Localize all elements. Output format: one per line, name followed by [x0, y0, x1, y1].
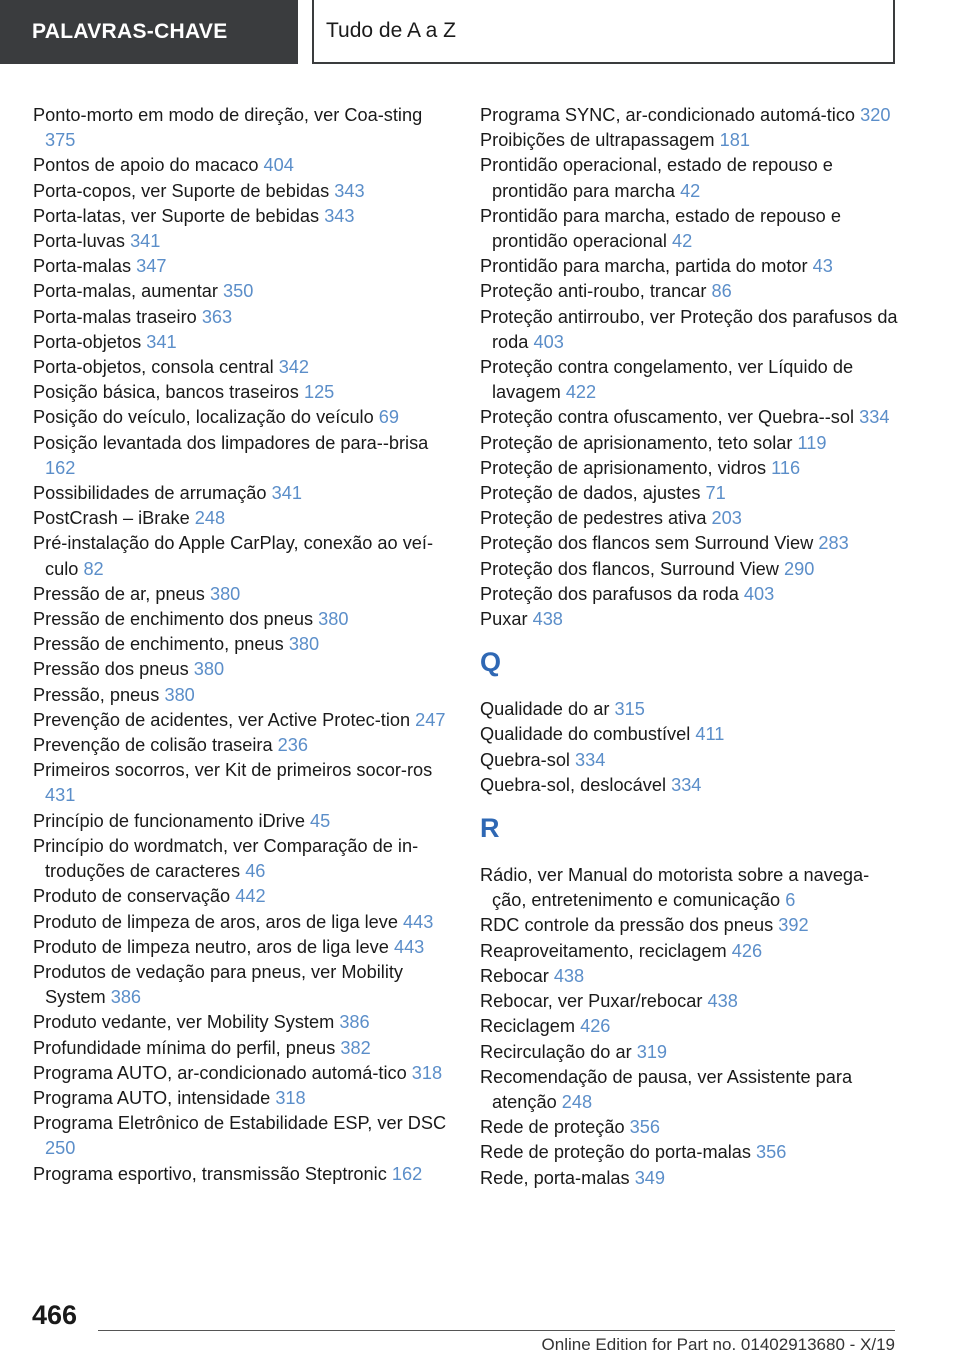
entry-term: Pressão, pneus — [33, 684, 160, 705]
entry-term: Profundidade mínima do perfil, pneus — [33, 1037, 336, 1058]
page-reference-link[interactable]: 45 — [310, 810, 331, 831]
index-entry — [480, 964, 900, 989]
page-reference-link[interactable]: 382 — [340, 1037, 371, 1058]
page-reference-link[interactable]: 116 — [771, 457, 801, 478]
entry-term: Puxar — [480, 609, 528, 630]
page-reference-link[interactable]: 318 — [411, 1062, 443, 1083]
index-entry — [33, 733, 451, 758]
page-reference-link[interactable]: 356 — [756, 1142, 787, 1163]
index-entry — [33, 1010, 451, 1035]
page-reference-link[interactable]: 343 — [334, 180, 365, 201]
entry-term: Proteção de pedestres ativa — [480, 508, 707, 529]
entry-term: Rede de proteção do porta-malas — [480, 1142, 751, 1163]
entry-term: Recomendação de pausa, ver Assistente para atenção — [480, 1066, 853, 1112]
index-entry — [33, 632, 451, 657]
index-entry — [480, 1166, 900, 1191]
index-entry — [33, 1111, 451, 1161]
section-letter-r: R — [480, 813, 500, 844]
entry-term: Rede de proteção — [480, 1117, 625, 1138]
index-entry — [33, 582, 451, 607]
entry-term: Primeiros socorros, ver Kit de primeiros socor-ros — [33, 760, 433, 781]
page-reference-link[interactable]: 283 — [818, 533, 849, 554]
page-reference-link[interactable]: 375 — [45, 130, 76, 151]
entry-term: Programa AUTO, intensidade — [33, 1087, 271, 1108]
index-entry — [33, 229, 451, 254]
page-reference-link[interactable]: 162 — [391, 1163, 423, 1184]
entry-term: Programa SYNC, ar-condicionado automá-tico — [480, 105, 856, 125]
page-reference-link[interactable]: 403 — [533, 331, 564, 352]
index-entry — [33, 1036, 451, 1061]
entry-term: Produtos de vedação para pneus, ver Mobility System — [33, 961, 404, 1008]
page-reference-link[interactable]: 318 — [275, 1087, 306, 1108]
page-reference-link[interactable]: 431 — [45, 785, 76, 806]
index-entry — [480, 863, 900, 913]
section-letter-q: Q — [480, 647, 502, 678]
page-reference-link[interactable]: 380 — [164, 684, 195, 705]
page-reference-link[interactable]: 46 — [245, 861, 266, 882]
page-reference-link[interactable]: 426 — [731, 940, 763, 961]
page-reference-link[interactable]: 438 — [532, 609, 563, 630]
page-reference-link[interactable]: 438 — [553, 965, 585, 986]
entry-term: Porta-latas, ver Suporte de bebidas — [33, 205, 320, 226]
index-entry — [33, 279, 451, 304]
index-entry — [480, 582, 900, 607]
entry-term: Reaproveitamento, reciclagem — [480, 940, 727, 961]
page-reference-link[interactable]: 392 — [778, 915, 809, 936]
page-reference-link[interactable]: 162 — [45, 457, 76, 478]
page-reference-link[interactable]: 363 — [201, 306, 233, 327]
page-reference-link[interactable]: 334 — [671, 774, 702, 795]
page-reference-link[interactable]: 341 — [271, 483, 302, 504]
index-entry — [480, 431, 900, 456]
entry-term: Proteção antirroubo, ver Proteção dos parafusos da roda — [480, 306, 898, 352]
entry-term: Pressão de ar, pneus — [33, 583, 205, 604]
page-reference-link[interactable]: 319 — [636, 1041, 668, 1062]
entry-term: Rede, porta-malas — [480, 1167, 630, 1188]
index-entry — [33, 355, 451, 380]
index-column-left — [33, 103, 451, 1187]
page-reference-link[interactable]: 380 — [209, 583, 241, 604]
page-reference-link[interactable]: 347 — [136, 256, 167, 277]
index-entry — [33, 531, 451, 581]
page-reference-link[interactable]: 334 — [575, 749, 606, 770]
index-entry — [33, 330, 451, 355]
page-reference-link[interactable]: 42 — [672, 231, 693, 252]
index-entry — [480, 204, 900, 254]
page-reference-link[interactable]: 380 — [193, 659, 225, 680]
page-reference-link[interactable]: 69 — [378, 407, 400, 428]
index-entry — [480, 1040, 900, 1065]
page-reference-link[interactable]: 341 — [146, 331, 177, 352]
entry-term: Porta-malas — [33, 256, 132, 277]
page-reference-link[interactable]: 290 — [783, 558, 815, 579]
index-entry — [480, 1140, 900, 1165]
entry-term: Prontidão para marcha, estado de repouso e prontidão operacional — [480, 205, 841, 252]
entry-term: Programa AUTO, ar-condicionado automá-tico — [33, 1062, 407, 1083]
entry-term: Qualidade do combustível — [480, 724, 691, 745]
page-reference-link[interactable]: 315 — [614, 699, 645, 720]
entry-term: PostCrash – iBrake — [33, 508, 190, 529]
index-entry — [33, 481, 451, 506]
entry-term: Pressão dos pneus — [33, 659, 189, 680]
index-entry — [480, 557, 900, 582]
index-entry — [33, 910, 451, 935]
page-reference-link[interactable]: 43 — [812, 256, 833, 277]
page-reference-link[interactable]: 125 — [303, 382, 335, 403]
page-reference-link[interactable]: 356 — [629, 1117, 661, 1138]
entry-term: Pressão de enchimento, pneus — [33, 634, 284, 655]
index-entry — [33, 405, 451, 430]
footer-divider — [98, 1330, 895, 1331]
entry-term: Produto de limpeza de aros, aros de liga leve — [33, 911, 398, 932]
page-reference-link[interactable]: 82 — [83, 558, 104, 579]
index-entry — [480, 481, 900, 506]
entry-term: Pressão de enchimento dos pneus — [33, 609, 314, 630]
page-reference-link[interactable]: 248 — [561, 1091, 593, 1112]
entry-term: Prevenção de acidentes, ver Active Protec-tion — [33, 709, 411, 730]
index-entry — [33, 809, 451, 834]
index-entry — [33, 960, 451, 1010]
header-subtitle: Tudo de A a Z — [326, 19, 456, 42]
page-reference-link[interactable]: 404 — [263, 155, 294, 176]
entry-term: Quebra-sol, deslocável — [480, 774, 667, 795]
index-entry — [480, 607, 900, 632]
entry-term: Proteção dos flancos sem Surround View — [480, 533, 814, 554]
index-entry — [33, 506, 451, 531]
page-reference-link[interactable]: 386 — [339, 1012, 370, 1033]
entry-term: Possibilidades de arrumação — [33, 483, 267, 504]
page-reference-link[interactable]: 236 — [277, 735, 309, 756]
entry-term: Ponto-morto em modo de direção, ver Coa-sting — [33, 105, 423, 125]
entry-term: Princípio de funcionamento iDrive — [33, 810, 305, 831]
edition-info: Online Edition for Part no. 01402913680 - X/19 — [541, 1335, 895, 1354]
index-entry — [480, 153, 900, 203]
index-entry — [480, 913, 900, 938]
entry-term: RDC controle da pressão dos pneus — [480, 915, 774, 936]
entry-term: Pontos de apoio do macaco — [33, 155, 259, 176]
page-reference-link[interactable]: 248 — [194, 508, 226, 529]
index-entry — [33, 254, 451, 279]
index-column-right — [480, 103, 900, 1191]
index-entry — [33, 708, 451, 733]
page-reference-link[interactable]: 342 — [278, 357, 310, 378]
index-entry — [480, 1014, 900, 1039]
entry-term: Porta-copos, ver Suporte de bebidas — [33, 180, 330, 201]
page-reference-link[interactable]: 443 — [393, 936, 425, 957]
entry-term: Rebocar, ver Puxar/rebocar — [480, 991, 703, 1012]
entry-term: Prevenção de colisão traseira — [33, 735, 273, 756]
section-tab — [0, 0, 298, 64]
index-list-p-right — [480, 103, 900, 632]
page-reference-link[interactable]: 334 — [859, 407, 890, 428]
index-entry — [33, 153, 451, 178]
entry-term: Porta-objetos — [33, 331, 142, 352]
index-entry — [33, 758, 451, 808]
entry-term: Proteção contra congelamento, ver Líquido de lavagem — [480, 357, 854, 403]
header-subtitle-box — [312, 0, 895, 64]
entry-term: Posição do veículo, localização do veículo — [33, 407, 374, 428]
index-entry — [33, 1086, 451, 1111]
index-entry — [480, 531, 900, 556]
section-title: PALAVRAS-CHAVE — [32, 20, 228, 43]
index-entry — [33, 1061, 451, 1086]
entry-term: Produto de limpeza neutro, aros de liga leve — [33, 936, 389, 957]
entry-term: Posição básica, bancos traseiros — [33, 382, 299, 403]
index-entry — [480, 939, 900, 964]
page-reference-link[interactable]: 403 — [743, 583, 775, 604]
page-reference-link[interactable]: 341 — [130, 231, 161, 252]
entry-term: Proteção dos parafusos da roda — [480, 583, 739, 604]
index-entry — [480, 748, 900, 773]
entry-term: Proteção contra ofuscamento, ver Quebra--sol — [480, 407, 855, 428]
page-reference-link[interactable]: 422 — [565, 382, 597, 403]
page-reference-link[interactable]: 380 — [318, 609, 349, 630]
index-entry — [33, 884, 451, 909]
entry-term: Prontidão para marcha, partida do motor — [480, 256, 808, 277]
entry-term: Proteção de aprisionamento, vidros — [480, 457, 767, 478]
entry-term: Proteção dos flancos, Surround View — [480, 558, 779, 579]
index-entry — [480, 773, 900, 798]
index-entry — [480, 254, 900, 279]
page-reference-link[interactable]: 203 — [711, 508, 742, 529]
index-entry — [480, 279, 900, 304]
entry-term: Proibições de ultrapassagem — [480, 130, 715, 151]
index-entry — [480, 697, 900, 722]
index-entry — [480, 456, 900, 481]
page-reference-link[interactable]: 86 — [711, 281, 732, 302]
index-entry — [33, 657, 451, 682]
index-entry — [33, 834, 451, 884]
index-entry — [480, 305, 900, 355]
index-entry — [480, 1115, 900, 1140]
page-reference-link[interactable]: 181 — [719, 130, 750, 151]
index-entry — [33, 431, 451, 481]
entry-term: Reciclagem — [480, 1016, 576, 1037]
page-reference-link[interactable]: 42 — [680, 180, 701, 201]
entry-term: Posição levantada dos limpadores de para--brisa — [33, 432, 429, 453]
index-entry — [480, 103, 900, 128]
entry-term: Porta-malas, aumentar — [33, 281, 218, 302]
entry-term: Pré-instalação do Apple CarPlay, conexão ao veí-culo — [33, 533, 434, 579]
index-entry — [480, 989, 900, 1014]
entry-term: Programa esportivo, transmissão Steptronic — [33, 1163, 387, 1184]
page-reference-link[interactable]: 350 — [223, 281, 254, 302]
index-entry — [480, 722, 900, 747]
index-entry — [480, 128, 900, 153]
entry-term: Recirculação do ar — [480, 1041, 632, 1062]
page-reference-link[interactable]: 349 — [634, 1167, 666, 1188]
index-entry — [33, 935, 451, 960]
page-reference-link[interactable]: 250 — [45, 1138, 76, 1159]
index-entry — [33, 103, 451, 153]
page-reference-link[interactable]: 320 — [860, 105, 891, 125]
entry-term: Princípio do wordmatch, ver Comparação de in-troduções de caracteres — [33, 835, 419, 882]
index-entry — [480, 1065, 900, 1115]
entry-term: Proteção anti-roubo, trancar — [480, 281, 707, 302]
page-reference-link[interactable]: 426 — [580, 1016, 611, 1037]
entry-term: Produto vedante, ver Mobility System — [33, 1012, 335, 1033]
entry-term: Proteção de dados, ajustes — [480, 483, 701, 504]
index-entry — [33, 380, 451, 405]
page-reference-link[interactable]: 411 — [695, 724, 725, 745]
page-reference-link[interactable]: 386 — [110, 987, 142, 1008]
entry-term: Prontidão operacional, estado de repouso e prontidão para marcha — [480, 155, 833, 201]
entry-term: Produto de conservação — [33, 886, 231, 907]
entry-term: Proteção de aprisionamento, teto solar — [480, 432, 793, 453]
entry-term: Rádio, ver Manual do motorista sobre a navega-ção, entretenimento e comunicação — [480, 865, 870, 911]
entry-term: Quebra-sol — [480, 749, 570, 770]
page-reference-link[interactable]: 438 — [707, 991, 738, 1012]
index-entry — [480, 355, 900, 405]
index-entry — [33, 1162, 451, 1187]
page-number: 466 — [32, 1300, 78, 1330]
page-reference-link[interactable]: 71 — [705, 483, 726, 504]
index-entry — [33, 683, 451, 708]
index-list-p-left — [33, 103, 451, 1187]
entry-term: Porta-objetos, consola central — [33, 357, 274, 378]
index-entry — [33, 607, 451, 632]
index-entry — [33, 204, 451, 229]
entry-term: Porta-luvas — [33, 231, 125, 252]
entry-term: Porta-malas traseiro — [33, 306, 197, 327]
entry-term: Qualidade do ar — [480, 699, 610, 720]
page-reference-link[interactable]: 443 — [403, 911, 434, 932]
index-entry — [480, 506, 900, 531]
page-reference-link[interactable]: 343 — [324, 205, 355, 226]
index-entry — [33, 179, 451, 204]
entry-term: Programa Eletrônico de Estabilidade ESP, ver DSC — [33, 1113, 447, 1134]
index-list-r — [480, 863, 900, 1191]
page-reference-link[interactable]: 442 — [235, 886, 266, 907]
page-reference-link[interactable]: 6 — [785, 890, 796, 911]
index-entry — [33, 305, 451, 330]
page-reference-link[interactable]: 380 — [288, 634, 320, 655]
page-reference-link[interactable]: 247 — [415, 709, 446, 730]
entry-term: Rebocar — [480, 965, 549, 986]
index-list-q — [480, 697, 900, 798]
index-entry — [480, 405, 900, 430]
page-reference-link[interactable]: 119 — [797, 432, 827, 453]
